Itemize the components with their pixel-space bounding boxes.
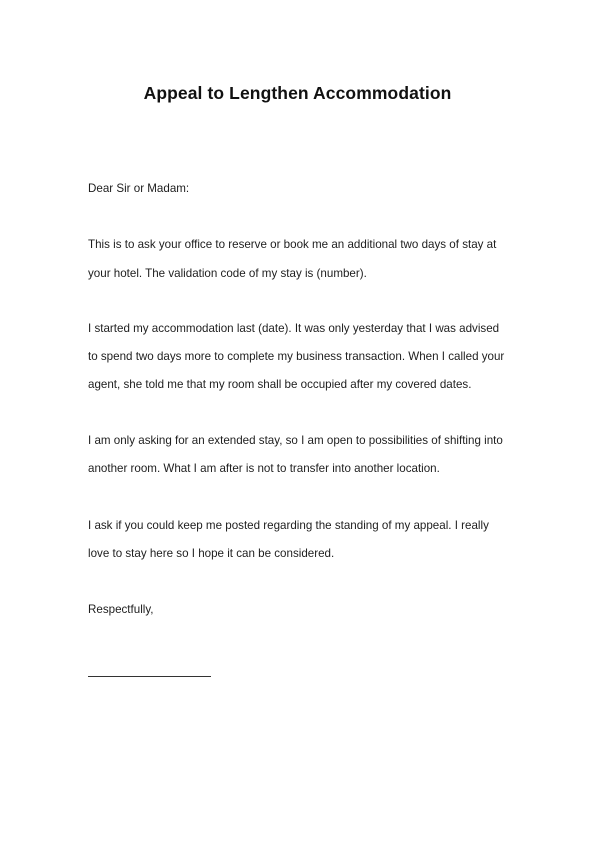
paragraph-4-line-1: I ask if you could keep me posted regarding the standing of my appeal. I really [88,519,489,532]
paragraph-2-line-2: to spend two days more to complete my business transaction. When I called your [88,350,505,363]
closing: Respectfully, [88,603,154,616]
paragraph-2-line-1: I started my accommodation last (date). It was only yesterday that I was advised [88,322,500,335]
paragraph-3-line-1: I am only asking for an extended stay, so I am open to possibilities of shifting into [88,434,503,447]
signature-line [88,676,211,677]
paragraph-1-line-1: This is to ask your office to reserve or book me an additional two days of stay at [88,238,497,251]
paragraph-4-line-2: love to stay here so I hope it can be considered. [88,547,335,560]
letter-title: Appeal to Lengthen Accommodation [143,83,452,103]
paragraph-3-line-2: another room. What I am after is not to transfer into another location. [88,462,440,475]
salutation: Dear Sir or Madam: [88,182,190,195]
paragraph-1-line-2: your hotel. The validation code of my stay is (number). [88,267,367,280]
paragraph-2-line-3: agent, she told me that my room shall be occupied after my covered dates. [88,378,472,391]
